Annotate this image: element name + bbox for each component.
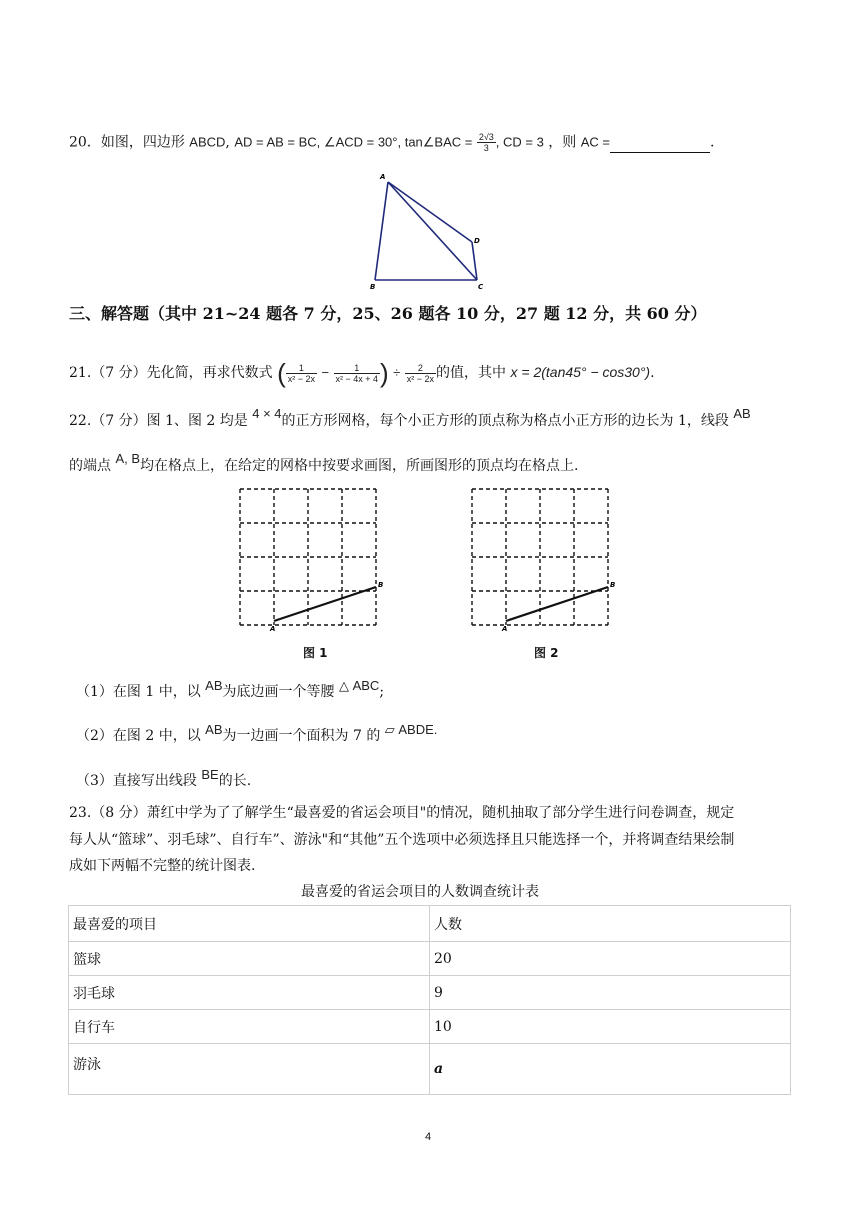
q20-condition: AD = AB = BC, ∠ACD = 30°, tan∠BAC = [234, 134, 473, 150]
q20-frac-den: 3 [483, 143, 489, 153]
q22-line-2: 的端点 A, B均在格点上，在给定的网格中按要求画图，所画图形的顶点均在格点上. [69, 451, 579, 474]
table-row [69, 1044, 791, 1095]
q22-fig2-segment-ab [506, 587, 608, 621]
q22-grid-size: 4 × 4 [252, 406, 282, 421]
table-cell: 篮球 [69, 942, 430, 976]
table-cell: 自行车 [69, 1010, 430, 1044]
table-row [69, 1010, 791, 1044]
q21-fraction-1: $\frac{1}{\text{x² − 2x}}$ [287, 362, 316, 384]
q22-sub-2: （2）在图 2 中，以 AB为一边画一个面积为 7 的 ▱ ABDE. [76, 722, 438, 744]
q21-prefix: 21.（7 分）先化简，再求代数式 [69, 365, 273, 381]
table-cell: 10 [430, 1010, 791, 1044]
q21-x-expression: x = 2(tan45° − cos30°) [510, 364, 651, 380]
table-cell: 羽毛球 [69, 976, 430, 1010]
table-cell: 20 [430, 942, 791, 976]
q20-cd: , CD = 3 [495, 134, 544, 150]
q20-end: . [710, 134, 715, 151]
table-cell: 9 [430, 976, 791, 1010]
q20-label-c: C [478, 283, 484, 290]
q20-diagonal-ac [388, 182, 477, 280]
q20-quadrilateral-figure [366, 170, 496, 290]
q22-endpoints: A, B [115, 451, 141, 466]
q23-line-2: 每人从“篮球”、羽毛球”、自行车”、游泳"和“其他”五个选项中必须选择且只能选择一个，并将调查结果绘制 [69, 832, 735, 848]
q20-edge-ab [375, 182, 388, 280]
q22-fig2-label-b: B [610, 581, 616, 589]
q22-fig1-label-a: A [270, 625, 276, 633]
q22-seg-ab: AB [733, 406, 751, 421]
q22-fig1-segment-ab [274, 587, 376, 621]
q22-parallelogram-abde: ▱ ABDE. [384, 722, 438, 737]
q21-line: 21.（7 分）先化简，再求代数式 ( $\frac{1}{\text{x² − 2x}}$ − $\frac{1}{\text{x² − 4x + 4}}$ ) ÷ $\frac{2}{\text{x² − 2x}}$ 的值，其中 x = 2(tan45° − cos30°). [69, 358, 655, 388]
q22-figure-1-label: 图 1 [303, 646, 328, 660]
q22-sub-1: （1）在图 1 中，以 AB为底边画一个等腰 △ ABC; [76, 678, 385, 700]
q23-line-1: 23.（8 分）萧红中学为了了解学生“最喜爱的省运会项目"的情况，随机抽取了部分学生进行问卷调查，规定 [69, 805, 735, 821]
q20-ask: AC = [580, 134, 610, 150]
q20-then: ，则 [548, 134, 577, 151]
q22-figure-1-grid [232, 483, 392, 633]
q20-answer-blank[interactable] [610, 138, 710, 153]
q21-fraction-2: $\frac{1}{\text{x² − 4x + 4}}$ [335, 362, 379, 384]
q23-table-title: 最喜爱的省运会项目的人数调查统计表 [301, 884, 539, 900]
q23-line-3: 成如下两幅不完整的统计图表. [69, 858, 256, 874]
page-number: 4 [425, 1131, 432, 1143]
q22-sub-3: （3）直接写出线段 BE的长. [76, 767, 252, 789]
table-row [69, 976, 791, 1010]
q21-fraction-3: $\frac{2}{\text{x² − 2x}}$ [406, 362, 435, 384]
q20-label-a: A [380, 173, 386, 181]
table-header-cell: 最喜爱的项目 [69, 906, 430, 942]
q22-figure-2-label: 图 2 [534, 646, 559, 660]
q23-survey-table [68, 905, 791, 1095]
q20-line: 20．如图，四边形 ABCD, AD = AB = BC, ∠ACD = 30°, tan∠BAC = $\frac{2√3}{3}$ , CD = 3 ，则 AC = . [69, 132, 715, 153]
q22-fig2-label-a: A [502, 625, 508, 633]
q22-triangle-abc: △ ABC [338, 678, 380, 693]
table-header-cell: 人数 [430, 906, 791, 942]
q20-tan-fraction [477, 132, 496, 153]
q20-frac-num: 2√3 [478, 132, 494, 142]
q22-line-1: 22.（7 分）图 1、图 2 均是 4 × 4的正方形网格，每个小正方形的顶点称为格点小正方形的边长为 1，线段 AB [69, 406, 751, 429]
table-row [69, 942, 791, 976]
q22-fig1-label-b: B [378, 581, 384, 589]
table-header-row [69, 906, 791, 942]
table-cell: a [430, 1044, 791, 1095]
table-cell: 游泳 [69, 1044, 430, 1095]
q22-figure-2-grid [464, 483, 624, 633]
section-3-heading: 三、解答题（其中 21~24 题各 7 分，25、26 题各 10 分，27 题 12 分，共 60 分） [69, 304, 707, 323]
q20-edge-da [388, 182, 472, 242]
q20-quad: ABCD [189, 134, 226, 150]
q21-mid: 的值，其中 [436, 365, 507, 381]
q20-label-b: B [370, 283, 376, 290]
q20-label-d: D [474, 237, 480, 245]
q20-prefix: 20．如图，四边形 [69, 134, 185, 151]
